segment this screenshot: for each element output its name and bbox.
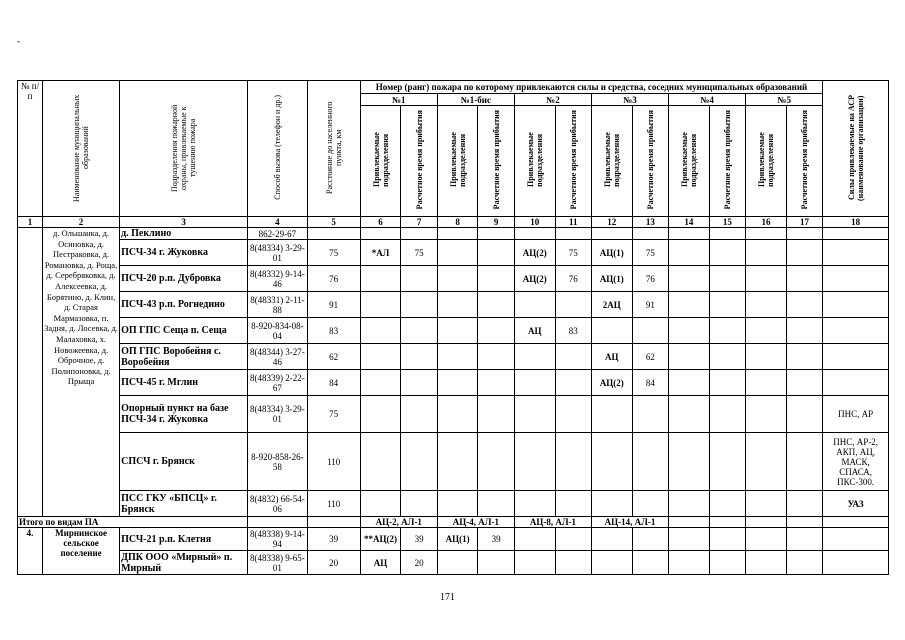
unit-name: СПСЧ г. Брянск [120,433,248,491]
cell [437,240,478,266]
cell [360,228,401,240]
column-number: 11 [555,217,591,228]
header-units: Подразделения пожарной охраны, привлекаемые к тушению пожара [120,81,248,217]
cell [478,240,514,266]
cell [360,370,401,396]
cell [401,396,437,433]
cell [746,551,787,575]
cell [555,292,591,318]
rank-3: №3 [591,94,668,106]
unit-distance: 20 [307,551,360,575]
asr-cell [823,240,889,266]
cell [307,517,360,528]
cell [786,491,822,517]
unit-name: ДПК ООО «Мирный» п. Мирный [120,551,248,575]
column-number: 15 [709,217,745,228]
cell [437,370,478,396]
table-row [18,266,889,292]
cell [555,228,591,240]
header-asr: Силы привлекаемые на АСР (наименование организации) [823,81,889,217]
cell [591,433,632,491]
column-number: 7 [401,217,437,228]
asr-cell [823,292,889,318]
column-number: 4 [248,217,307,228]
cell [401,266,437,292]
cell [709,266,745,292]
sub-units-5: Привлекаемые подразделения [746,106,787,217]
cell [591,528,632,551]
cell: АЦ(2) [514,240,555,266]
cell [746,396,787,433]
cell [360,318,401,344]
cell [555,491,591,517]
sub-time-4: Расчетное время прибытия [709,106,745,217]
asr-cell: УАЗ [823,491,889,517]
unit-name: ПСЧ-34 г. Жуковка [120,240,248,266]
sub-time-1bis: Расчетное время прибытия [478,106,514,217]
cell [746,240,787,266]
table-row [18,318,889,344]
table-row [18,240,889,266]
table-row [18,528,889,551]
cell [746,344,787,370]
cell [746,292,787,318]
cell [591,551,632,575]
table-row [18,491,889,517]
unit-distance [307,228,360,240]
municipality-name: Мирнинское сельское поселение [43,528,120,575]
cell [669,396,710,433]
cell [555,370,591,396]
total-rank-3: АЦ-14, АЛ-1 [591,517,668,528]
cell [437,344,478,370]
cell [514,370,555,396]
cell [632,491,668,517]
cell [709,396,745,433]
rank-5: №5 [746,94,823,106]
cell [401,292,437,318]
sub-time-1: Расчетное время прибытия [401,106,437,217]
cell [478,344,514,370]
cell [632,228,668,240]
cell [632,528,668,551]
cell: 62 [632,344,668,370]
total-row [18,517,889,528]
cell [555,396,591,433]
cell [437,396,478,433]
cell [786,370,822,396]
asr-cell [823,228,889,240]
cell [437,318,478,344]
asr-cell [823,344,889,370]
cell [746,433,787,491]
cell [709,292,745,318]
total-rank-1bis: АЦ-4, АЛ-1 [437,517,514,528]
cell [401,433,437,491]
cell [632,551,668,575]
cell [823,517,889,528]
cell [360,396,401,433]
cell [669,266,710,292]
cell [401,318,437,344]
cell: 76 [632,266,668,292]
cell [669,491,710,517]
sub-units-1bis: Привлекаемые подразделения [437,106,478,217]
asr-cell [823,551,889,575]
asr-cell: ПНС, АР-2, АКП, АЦ, МАСК, СПАСА, ПКС-300. [823,433,889,491]
cell [478,228,514,240]
unit-distance: 62 [307,344,360,370]
cell [709,491,745,517]
cell [437,228,478,240]
cell [360,292,401,318]
sub-units-4: Привлекаемые подразделения [669,106,710,217]
cell [786,228,822,240]
column-number: 18 [823,217,889,228]
table-row [18,551,889,575]
header-no: № п/п [18,81,43,217]
unit-name: ПСЧ-45 г. Мглин [120,370,248,396]
cell: АЦ(1) [591,240,632,266]
header-row-1 [18,81,889,94]
cell [478,292,514,318]
cell [401,228,437,240]
cell: *АЛ [360,240,401,266]
fire-plan-table [17,80,889,575]
cell [709,528,745,551]
unit-distance: 39 [307,528,360,551]
cell [360,344,401,370]
unit-phone: 8(48334) 3-29-01 [248,396,307,433]
unit-phone: 8-920-858-26-58 [248,433,307,491]
cell: АЦ [591,344,632,370]
cell [746,318,787,344]
asr-cell [823,266,889,292]
cell [591,318,632,344]
cell [786,528,822,551]
cell: АЦ(1) [591,266,632,292]
cell [514,551,555,575]
header-rank-title: Номер (ранг) пожара по которому привлекаются силы и средства, соседних муниципальных образований [360,81,823,94]
rank-2: №2 [514,94,591,106]
row-no: 4. [18,528,43,575]
rank-4: №4 [669,94,746,106]
column-number: 12 [591,217,632,228]
unit-phone: 8(48344) 3-27-46 [248,344,307,370]
cell [514,528,555,551]
cell [709,228,745,240]
unit-name: ПСЧ-43 р.п. Рогнедино [120,292,248,318]
cell: АЦ [514,318,555,344]
table-row [18,344,889,370]
cell [555,528,591,551]
cell: АЦ(2) [591,370,632,396]
cell [709,551,745,575]
rank-1-bis: №1-бис [437,94,514,106]
cell [669,551,710,575]
column-number: 9 [478,217,514,228]
sub-units-3: Привлекаемые подразделения [591,106,632,217]
unit-name: ПСЧ-21 р.п. Клетня [120,528,248,551]
cell [514,433,555,491]
cell [632,318,668,344]
cell [746,370,787,396]
column-number: 17 [786,217,822,228]
cell: АЦ [360,551,401,575]
cell [401,370,437,396]
unit-distance: 110 [307,491,360,517]
cell [669,292,710,318]
cell [709,370,745,396]
cell [709,433,745,491]
unit-phone: 8(48331) 2-11-88 [248,292,307,318]
unit-phone: 862-29-67 [248,228,307,240]
cell [514,396,555,433]
cell [514,292,555,318]
table-row [18,370,889,396]
cell [786,344,822,370]
cell [248,517,307,528]
column-number: 16 [746,217,787,228]
cell [401,344,437,370]
unit-name: ОП ГПС Сеща п. Сеща [120,318,248,344]
unit-name: Опорный пункт на базе ПСЧ-34 г. Жуковка [120,396,248,433]
unit-name: д. Пеклино [120,228,248,240]
unit-distance: 75 [307,396,360,433]
cell [669,517,710,528]
cell [632,396,668,433]
row-no-empty [18,228,43,517]
sub-time-5: Расчетное время прибытия [786,106,822,217]
cell [360,433,401,491]
cell [437,266,478,292]
cell [478,491,514,517]
cell [591,228,632,240]
cell: 39 [401,528,437,551]
unit-distance: 91 [307,292,360,318]
cell [591,396,632,433]
cell [746,528,787,551]
cell: АЦ(1) [437,528,478,551]
total-label: Итого по видам ПА [18,517,248,528]
unit-phone: 8-920-834-08-04 [248,318,307,344]
cell [786,266,822,292]
cell: 76 [555,266,591,292]
settlements-list: д. Ольшанка, д. Осиновка, д. Пестраковка, д. Романовка, д. Роща, д. Серебряковка, д. Алексеевка, д. Борятино, д. Клин, д. Старая Мармазовка, п. Задня, д. Лосевка, д. Малаховка, х. Новожеевка, д. Оброчное, д. Полипоновка, д. Прыща [43,228,120,517]
unit-distance: 76 [307,266,360,292]
cell: **АЦ(2) [360,528,401,551]
cell [669,240,710,266]
cell [786,396,822,433]
asr-cell: ПНС, АР [823,396,889,433]
cell [746,228,787,240]
cell [746,491,787,517]
cell [669,528,710,551]
rank-1: №1 [360,94,437,106]
column-number: 6 [360,217,401,228]
column-number: 14 [669,217,710,228]
cell: 75 [555,240,591,266]
table-row [18,292,889,318]
cell [478,396,514,433]
unit-name: ПСС ГКУ «БПСЦ» г. Брянск [120,491,248,517]
header-distance: Расстояние до населенного пункта, км [307,81,360,217]
column-number: 3 [120,217,248,228]
cell [478,551,514,575]
column-number: 8 [437,217,478,228]
unit-phone: 8(4832) 66-54-06 [248,491,307,517]
unit-name: ОП ГПС Воробейня с. Воробейня [120,344,248,370]
cell: 2АЦ [591,292,632,318]
column-number: 10 [514,217,555,228]
cell [478,318,514,344]
cell: 39 [478,528,514,551]
unit-distance: 83 [307,318,360,344]
cell [669,370,710,396]
cell [709,318,745,344]
unit-distance: 75 [307,240,360,266]
column-number: 2 [43,217,120,228]
asr-cell [823,318,889,344]
cell [555,344,591,370]
cell [514,491,555,517]
cell [591,491,632,517]
column-number: 1 [18,217,43,228]
column-number-row [18,217,889,228]
asr-cell [823,528,889,551]
cell [669,228,710,240]
cell [786,318,822,344]
cell [437,491,478,517]
unit-name: ПСЧ-20 р.п. Дубровка [120,266,248,292]
cell [709,240,745,266]
cell: 75 [401,240,437,266]
cell [360,491,401,517]
cell [437,551,478,575]
cell [669,318,710,344]
cell [786,551,822,575]
sub-units-2: Привлекаемые подразделения [514,106,555,217]
column-number: 5 [307,217,360,228]
total-rank-2: АЦ-8, АЛ-1 [514,517,591,528]
unit-distance: 84 [307,370,360,396]
header-name: Наименование муниципальных образований [43,81,120,217]
cell [478,433,514,491]
cell [478,370,514,396]
header-call: Способ вызова (телефон и др.) [248,81,307,217]
table-row [18,228,889,240]
cell [478,266,514,292]
cell: АЦ(2) [514,266,555,292]
cell [709,344,745,370]
cell [437,433,478,491]
cell: 84 [632,370,668,396]
cell: 75 [632,240,668,266]
cell [360,266,401,292]
cell [555,551,591,575]
sub-time-2: Расчетное время прибытия [555,106,591,217]
total-rank-1: АЦ-2, АЛ-1 [360,517,437,528]
cell [786,517,822,528]
sub-time-3: Расчетное время прибытия [632,106,668,217]
cell: 91 [632,292,668,318]
cell [669,433,710,491]
sub-units-1: Привлекаемые подразделения [360,106,401,217]
cell [555,433,591,491]
page-mark: - [17,36,20,46]
cell [786,292,822,318]
cell [786,433,822,491]
cell [437,292,478,318]
page-number: 171 [440,592,455,603]
unit-phone: 8(48332) 9-14-46 [248,266,307,292]
cell [746,266,787,292]
cell [786,240,822,266]
cell: 20 [401,551,437,575]
unit-phone: 8(48334) 3-29-01 [248,240,307,266]
cell [746,517,787,528]
column-number: 13 [632,217,668,228]
unit-phone: 8(48338) 9-14-94 [248,528,307,551]
cell [709,517,745,528]
table-row [18,396,889,433]
unit-phone: 8(48339) 2-22-67 [248,370,307,396]
unit-phone: 8(48338) 9-65-01 [248,551,307,575]
cell [669,344,710,370]
cell [401,491,437,517]
cell [514,344,555,370]
table-row [18,433,889,491]
cell [514,228,555,240]
cell: 83 [555,318,591,344]
cell [632,433,668,491]
unit-distance: 110 [307,433,360,491]
asr-cell [823,370,889,396]
